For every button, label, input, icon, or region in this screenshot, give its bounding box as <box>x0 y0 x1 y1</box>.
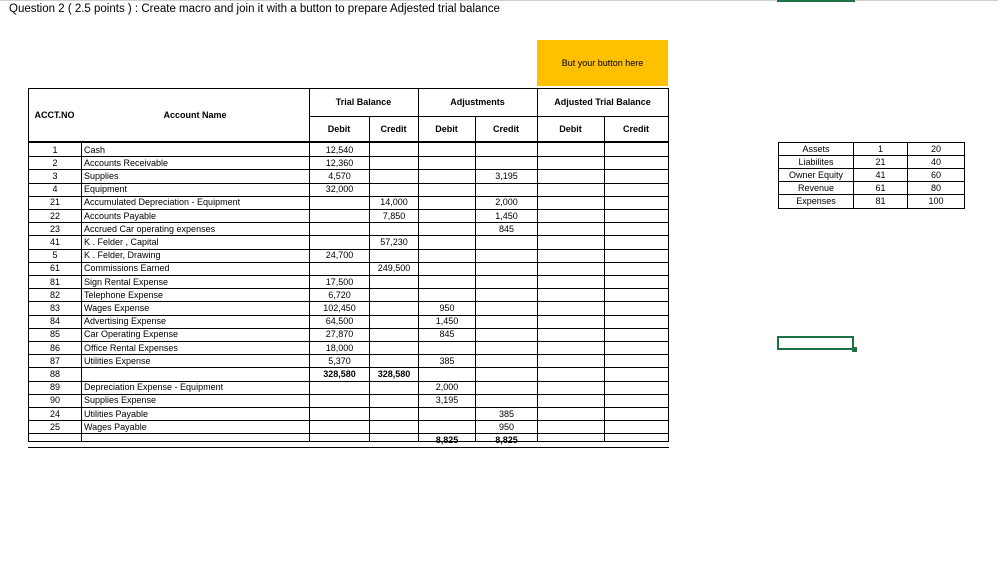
acct-no-cell[interactable]: 90 <box>49 395 60 405</box>
acct-no-cell[interactable]: 81 <box>49 277 60 287</box>
adj-credit-cell[interactable] <box>476 342 537 354</box>
tb-debit-cell[interactable]: 6,720 <box>328 290 351 300</box>
adj-credit-cell[interactable] <box>476 302 537 314</box>
tb-debit-cell[interactable] <box>310 394 369 406</box>
tb-debit-cell[interactable]: 17,500 <box>325 277 354 287</box>
tb-credit-cell[interactable] <box>370 342 418 354</box>
fill-handle[interactable] <box>852 347 857 352</box>
adj-debit-cell[interactable] <box>419 144 475 156</box>
adj-debit-cell[interactable]: 2,000 <box>435 382 459 392</box>
adj-credit-cell[interactable]: 3,195 <box>495 171 518 181</box>
acct-no-cell[interactable]: 23 <box>49 224 60 234</box>
acct-no-cell[interactable]: 5 <box>52 250 58 260</box>
adj-credit-cell[interactable] <box>476 394 537 406</box>
header-adjusted-trial-balance: Adjusted Trial Balance <box>554 97 651 107</box>
tb-credit-cell[interactable] <box>370 223 418 235</box>
tb-credit-cell[interactable] <box>370 328 418 340</box>
tb-credit-cell[interactable] <box>370 157 418 169</box>
account-name-cell[interactable]: Utilities Payable <box>84 409 149 419</box>
adj-debit-cell[interactable] <box>419 210 475 222</box>
adj-credit-cell[interactable] <box>476 355 537 367</box>
lookup-start-cell[interactable]: 81 <box>875 196 886 206</box>
tb-debit-cell[interactable] <box>310 196 369 208</box>
account-name-cell[interactable]: Depreciation Expense - Equipment <box>84 382 224 392</box>
tb-credit-cell[interactable] <box>370 421 418 433</box>
acct-no-cell[interactable]: 61 <box>49 263 60 273</box>
adj-debit-cell[interactable] <box>419 276 475 288</box>
tb-debit-cell[interactable]: 64,500 <box>325 316 354 326</box>
tb-credit-cell[interactable] <box>370 276 418 288</box>
tb-credit-cell[interactable] <box>370 315 418 327</box>
tb-debit-cell[interactable]: 102,450 <box>323 303 356 313</box>
acct-no-cell[interactable]: 82 <box>49 290 60 300</box>
tb-debit-cell[interactable] <box>310 210 369 222</box>
header-adj-debit: Debit <box>435 123 458 134</box>
header-atb-debit: Debit <box>559 123 582 134</box>
adj-debit-cell[interactable]: 8,825 <box>435 435 459 445</box>
adj-credit-cell[interactable] <box>476 157 537 169</box>
acct-no-cell[interactable]: 25 <box>49 422 60 432</box>
lookup-end-cell[interactable]: 100 <box>928 196 944 206</box>
tb-debit-cell[interactable]: 12,540 <box>325 145 354 155</box>
account-name-cell[interactable]: Car Operating Expense <box>84 329 179 339</box>
adj-credit-cell[interactable] <box>476 236 537 248</box>
tb-debit-cell[interactable] <box>310 236 369 248</box>
adj-credit-cell[interactable] <box>476 289 537 301</box>
account-name-cell[interactable]: Office Rental Expenses <box>84 343 178 353</box>
account-name-cell[interactable]: K . Felder, Drawing <box>84 250 161 260</box>
tb-debit-cell[interactable] <box>310 223 369 235</box>
header-tb-credit: Credit <box>380 123 407 134</box>
acct-no-cell[interactable]: 22 <box>49 211 60 221</box>
account-name-cell[interactable]: Sign Rental Expense <box>84 277 169 287</box>
macro-button-placeholder[interactable]: But your button here <box>537 40 668 86</box>
lookup-end-cell[interactable]: 80 <box>930 183 941 193</box>
acct-no-cell[interactable]: 2 <box>52 158 58 168</box>
acct-no-cell[interactable]: 3 <box>52 171 58 181</box>
acct-no-cell[interactable]: 85 <box>49 329 60 339</box>
adj-credit-cell[interactable] <box>476 262 537 274</box>
header-acct-no: ACCT.NO <box>34 109 75 120</box>
tb-credit-cell[interactable] <box>370 302 418 314</box>
adj-debit-cell[interactable] <box>419 157 475 169</box>
tb-credit-cell[interactable]: 328,580 <box>377 369 411 379</box>
lookup-label-cell[interactable]: Assets <box>802 144 830 154</box>
adj-credit-cell[interactable]: 8,825 <box>495 435 518 445</box>
tb-credit-cell[interactable]: 14,000 <box>380 197 408 207</box>
tb-credit-cell[interactable]: 57,230 <box>380 237 408 247</box>
tb-debit-cell[interactable]: 5,370 <box>328 356 351 366</box>
tb-debit-cell[interactable]: 18,000 <box>325 343 354 353</box>
acct-no-cell[interactable]: 88 <box>49 369 60 379</box>
adj-debit-cell[interactable] <box>419 236 475 248</box>
acct-no-cell[interactable]: 41 <box>49 237 60 247</box>
tb-debit-cell[interactable] <box>310 262 369 274</box>
lookup-start-cell[interactable]: 1 <box>877 144 883 154</box>
selected-cell[interactable] <box>777 336 854 350</box>
adj-debit-cell[interactable] <box>419 183 475 195</box>
adj-credit-cell[interactable] <box>476 249 537 261</box>
lookup-label-cell[interactable]: Liabilites <box>798 157 834 167</box>
account-name-cell[interactable]: Wages Payable <box>84 422 147 432</box>
adj-debit-cell[interactable] <box>419 262 475 274</box>
lookup-start-cell[interactable]: 21 <box>875 157 886 167</box>
lookup-label-cell[interactable]: Owner Equity <box>788 170 844 180</box>
adj-credit-cell[interactable]: 1,450 <box>495 211 518 221</box>
acct-no-cell[interactable]: 1 <box>52 145 58 155</box>
adj-debit-cell[interactable] <box>419 196 475 208</box>
tb-credit-cell[interactable]: 7,850 <box>382 211 406 221</box>
adj-debit-cell[interactable] <box>419 368 475 380</box>
tb-debit-cell[interactable] <box>310 421 369 433</box>
header-adj-credit: Credit <box>492 123 519 134</box>
account-name-cell[interactable]: Commissions Earned <box>84 263 170 273</box>
adj-credit-cell[interactable]: 2,000 <box>495 197 518 207</box>
tb-credit-cell[interactable] <box>370 289 418 301</box>
adj-debit-cell[interactable] <box>419 223 475 235</box>
adj-debit-cell[interactable] <box>419 249 475 261</box>
tb-credit-cell[interactable] <box>370 355 418 367</box>
header-adjustments: Adjustments <box>450 97 505 107</box>
account-name-cell[interactable]: Supplies Expense <box>84 395 157 405</box>
adj-credit-cell[interactable] <box>476 276 537 288</box>
adj-debit-cell[interactable]: 385 <box>439 356 455 366</box>
lookup-label-cell[interactable]: Expenses <box>796 196 836 206</box>
adj-debit-cell[interactable]: 845 <box>439 329 455 339</box>
acct-no-cell[interactable]: 83 <box>49 303 60 313</box>
adj-debit-cell[interactable] <box>419 342 475 354</box>
adj-debit-cell[interactable] <box>419 421 475 433</box>
tb-credit-cell[interactable] <box>370 144 418 156</box>
adj-credit-cell[interactable] <box>476 368 537 380</box>
header-tb-debit: Debit <box>327 123 351 134</box>
acct-no-cell[interactable]: 21 <box>49 197 60 207</box>
acct-no-cell[interactable]: 86 <box>49 343 60 353</box>
adj-debit-cell[interactable] <box>419 408 475 420</box>
tb-credit-cell[interactable] <box>370 183 418 195</box>
lookup-label-cell[interactable]: Revenue <box>797 183 835 193</box>
account-name-cell[interactable]: Accounts Payable <box>84 211 157 221</box>
account-name-cell[interactable]: Supplies <box>84 171 119 181</box>
account-name-cell[interactable]: K . Felder , Capital <box>84 237 159 247</box>
adj-debit-cell[interactable]: 1,450 <box>435 316 459 326</box>
account-name-cell[interactable]: Accrued Car operating expenses <box>84 224 216 234</box>
adj-credit-cell[interactable]: 845 <box>498 224 515 234</box>
adj-debit-cell[interactable] <box>419 289 475 301</box>
tb-debit-cell[interactable]: 328,580 <box>323 369 356 379</box>
adj-debit-cell[interactable] <box>419 170 475 182</box>
tb-debit-cell[interactable] <box>310 381 369 393</box>
tb-debit-cell[interactable]: 24,700 <box>325 250 354 260</box>
tb-debit-cell[interactable]: 12,360 <box>325 158 354 168</box>
tb-credit-cell[interactable] <box>370 381 418 393</box>
tb-credit-cell[interactable] <box>370 170 418 182</box>
lookup-end-cell[interactable]: 20 <box>930 144 941 154</box>
adj-debit-cell[interactable]: 3,195 <box>435 395 459 405</box>
account-name-cell[interactable]: Wages Expense <box>84 303 150 313</box>
adj-credit-cell[interactable]: 385 <box>498 409 515 419</box>
header-account-name: Account Name <box>163 109 227 120</box>
tb-debit-cell[interactable]: 32,000 <box>325 184 354 194</box>
account-name-cell[interactable]: Accumulated Depreciation - Equipment <box>84 197 241 207</box>
acct-no-cell[interactable]: 87 <box>49 356 60 366</box>
account-name-cell[interactable] <box>84 434 308 446</box>
adj-credit-cell[interactable] <box>476 144 537 156</box>
question-title: Question 2 ( 2.5 points ) : Create macro and join it with a button to prepare Adjested trial balance <box>9 3 500 15</box>
adj-credit-cell[interactable] <box>476 315 537 327</box>
tb-credit-cell[interactable] <box>370 394 418 406</box>
tb-credit-cell[interactable]: 249,500 <box>377 263 411 273</box>
adj-credit-cell[interactable]: 950 <box>498 422 515 432</box>
account-name-cell[interactable]: Telephone Expense <box>84 290 164 300</box>
account-name-cell[interactable] <box>84 368 308 380</box>
acct-no-cell[interactable] <box>29 434 81 446</box>
header-trial-balance: Trial Balance <box>335 97 392 107</box>
adj-credit-cell[interactable] <box>476 328 537 340</box>
tb-debit-cell[interactable]: 27,870 <box>325 329 354 339</box>
account-name-cell[interactable]: Utilities Expense <box>84 356 151 366</box>
acct-no-cell[interactable]: 24 <box>49 409 60 419</box>
adj-debit-cell[interactable]: 950 <box>439 303 455 313</box>
lookup-end-cell[interactable]: 60 <box>930 170 941 180</box>
selected-column-indicator <box>777 0 855 2</box>
header-atb-credit: Credit <box>622 123 649 134</box>
tb-credit-cell[interactable] <box>370 249 418 261</box>
adj-credit-cell[interactable] <box>476 183 537 195</box>
acct-no-cell[interactable]: 84 <box>49 316 60 326</box>
acct-no-cell[interactable]: 4 <box>52 184 58 194</box>
tb-debit-cell[interactable]: 4,570 <box>328 171 351 181</box>
account-name-cell[interactable]: Advertising Expense <box>84 316 167 326</box>
tb-credit-cell[interactable] <box>370 434 418 446</box>
acct-no-cell[interactable]: 89 <box>49 382 60 392</box>
lookup-start-cell[interactable]: 41 <box>875 170 886 180</box>
account-name-cell[interactable]: Equipment <box>84 184 128 194</box>
account-name-cell[interactable]: Cash <box>84 145 106 155</box>
lookup-end-cell[interactable]: 40 <box>930 157 941 167</box>
lookup-start-cell[interactable]: 61 <box>875 183 886 193</box>
adj-credit-cell[interactable] <box>476 381 537 393</box>
tb-debit-cell[interactable] <box>310 434 369 446</box>
account-name-cell[interactable]: Accounts Receivable <box>84 158 169 168</box>
tb-credit-cell[interactable] <box>370 408 418 420</box>
tb-debit-cell[interactable] <box>310 408 369 420</box>
